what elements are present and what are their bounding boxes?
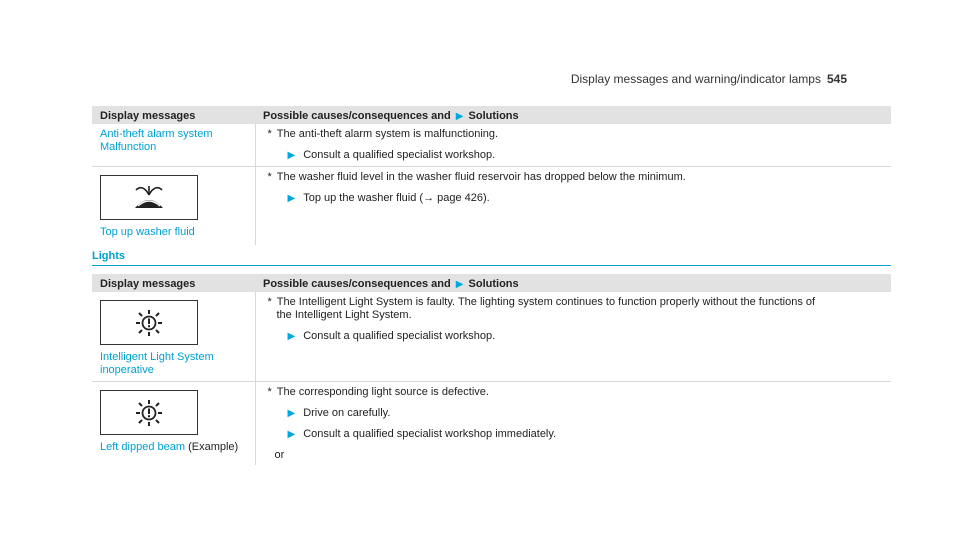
arrow-icon: ▶ <box>287 331 296 342</box>
lights-table <box>92 274 891 465</box>
message-inoperative: inoperative <box>100 364 154 376</box>
message-left-dipped-beam: Left dipped beam <box>100 441 186 453</box>
page-link[interactable]: page 426 <box>437 192 484 204</box>
message-cell <box>92 167 255 245</box>
table-row <box>92 124 891 167</box>
table-row <box>92 382 891 466</box>
light-warning-icon <box>100 300 198 345</box>
message-washer-fluid: Top up washer fluid <box>100 226 195 238</box>
table-row <box>92 292 891 382</box>
cause-cell: * The Intelligent Light System is faulty. The lighting system continues to function properly without the functions of the Intelligent Light System. ▶ Consult a qualified specialist workshop. <box>255 292 891 382</box>
table-row <box>92 167 891 245</box>
cause-text-cont: the Intelligent Light System. <box>276 309 412 321</box>
page-header <box>571 72 847 86</box>
message-example: (Example) <box>188 441 239 453</box>
message-anti-theft: Anti-theft alarm system <box>100 128 213 140</box>
table-header-row <box>92 106 891 124</box>
message-cell <box>92 382 255 466</box>
cause-cell: * The anti-theft alarm system is malfunctioning. ▶ Consult a qualified specialist workshop. <box>255 124 891 167</box>
cause-cell: * The washer fluid level in the washer fluid reservoir has dropped below the minimum. ▶ Top up the washer fluid (→ page 426). <box>267 171 686 204</box>
table-header-row <box>92 274 891 292</box>
message-malfunction: Malfunction <box>100 141 157 153</box>
col-header-causes: Possible causes/consequences and ▶ Solutions <box>255 106 891 124</box>
messages-table <box>92 106 891 245</box>
page-number: 545 <box>826 72 847 86</box>
triangle-icon: ▶ <box>455 111 464 122</box>
arrow-icon: ▶ <box>287 193 296 204</box>
solution-text: Consult a qualified specialist workshop immediately. <box>303 428 557 440</box>
col-header-messages: Display messages <box>92 106 255 124</box>
solution-text: Consult a qualified specialist workshop. <box>303 149 496 161</box>
cause-cell: * The corresponding light source is defective. ▶ Drive on carefully. ▶ Consult a qualified specialist workshop immediately. or <box>255 382 891 466</box>
cause-text: The anti-theft alarm system is malfunctioning. <box>276 128 499 140</box>
arrow-icon: ▶ <box>287 408 296 419</box>
cause-text: The Intelligent Light System is faulty. The lighting system continues to function properly without the functions of <box>276 296 816 308</box>
message-intelligent-light: Intelligent Light System <box>100 351 214 363</box>
cause-text: The corresponding light source is defective. <box>276 386 489 398</box>
cause-text: The washer fluid level in the washer fluid reservoir has dropped below the minimum. <box>276 171 686 183</box>
solution-text: Consult a qualified specialist workshop. <box>303 330 496 342</box>
washer-fluid-icon <box>100 175 198 220</box>
col-header-messages: Display messages <box>92 274 255 292</box>
section-title: Lights <box>92 250 891 266</box>
message-cell <box>92 292 255 382</box>
message-cell <box>92 124 255 167</box>
arrow-icon: ▶ <box>287 150 296 161</box>
triangle-icon: ▶ <box>455 279 464 290</box>
arrow-icon: ▶ <box>287 429 296 440</box>
or-text: or <box>274 449 285 461</box>
light-warning-icon <box>100 390 198 435</box>
solution-text: Drive on carefully. <box>303 407 391 419</box>
col-header-causes: Possible causes/consequences and ▶ Solutions <box>255 274 891 292</box>
header-title: Display messages and warning/indicator lamps <box>570 72 821 86</box>
